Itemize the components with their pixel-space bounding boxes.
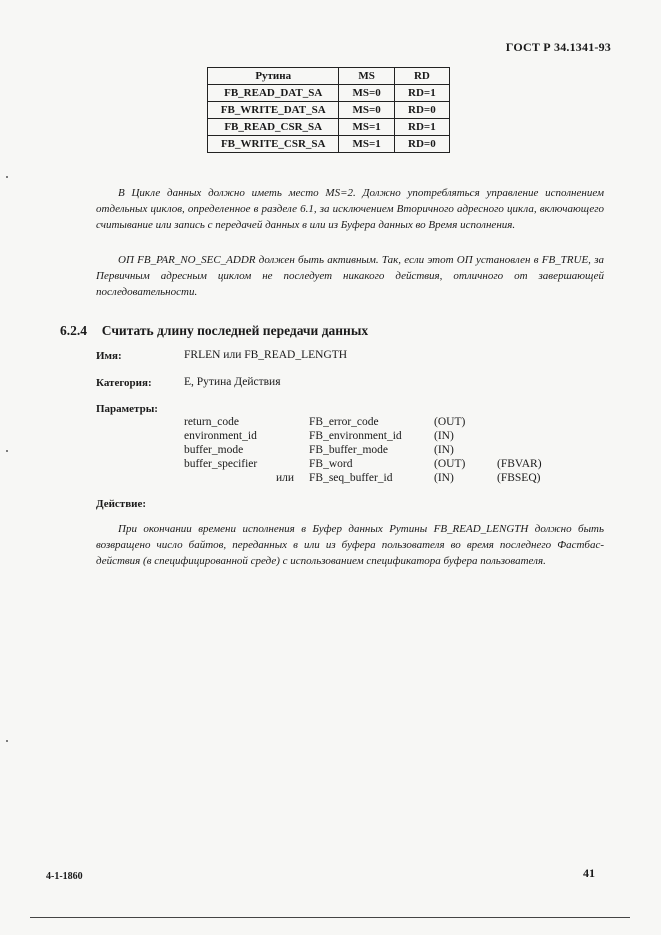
param-type: FB_word [309, 458, 353, 470]
param-or: или [276, 472, 295, 484]
table-cell: RD=1 [394, 119, 449, 136]
footer-code: 4-1-1860 [46, 871, 83, 882]
table-header-cell: RD [394, 68, 449, 85]
table-cell: FB_READ_CSR_SA [208, 119, 339, 136]
scan-speck [6, 176, 8, 178]
table-header-cell: Рутина [208, 68, 339, 85]
param-direction: (IN) [434, 430, 454, 442]
table-header-cell: MS [339, 68, 394, 85]
param-name: buffer_specifier [184, 458, 258, 470]
action-label: Действие: [96, 498, 147, 510]
table-cell: MS=0 [339, 85, 394, 102]
name-value: FRLEN или FB_READ_LENGTH [184, 349, 348, 361]
name-label: Имя: [96, 350, 122, 362]
table-row [208, 102, 450, 119]
table-header-row [208, 68, 450, 85]
params-label: Параметры: [96, 403, 158, 415]
table-row [208, 85, 450, 102]
param-extra: (FBVAR) [497, 458, 542, 470]
param-type: FB_seq_buffer_id [309, 472, 393, 484]
param-type: FB_buffer_mode [309, 444, 389, 456]
table-cell: FB_WRITE_DAT_SA [208, 102, 339, 119]
table-cell: RD=0 [394, 136, 449, 153]
section-heading [60, 323, 368, 339]
section-number: 6.2.4 [60, 323, 87, 338]
param-type: FB_error_code [309, 416, 379, 428]
param-name: buffer_mode [184, 444, 244, 456]
routine-table [207, 67, 450, 153]
param-direction: (OUT) [434, 416, 466, 428]
page-number: 41 [583, 866, 595, 880]
scan-speck [6, 740, 8, 742]
category-value: Е, Рутина Действия [184, 376, 281, 388]
table-cell: FB_READ_DAT_SA [208, 85, 339, 102]
section-title: Считать длину последней передачи данных [101, 323, 369, 338]
param-direction: (OUT) [434, 458, 466, 470]
param-direction: (IN) [434, 444, 454, 456]
document-header: ГОСТ Р 34.1341-93 [505, 40, 611, 54]
table-cell: FB_WRITE_CSR_SA [208, 136, 339, 153]
action-text: При окончании времени исполнения в Буфер данных Рутины FB_READ_LENGTH должно быть возвращено число байтов, переданных в или из буфера пользователя во время последнего Фастбас-действия (в специфицированной среде) с использованием спецификатора буфера пользователя. [96, 523, 604, 567]
param-name: return_code [184, 416, 239, 428]
table-cell: MS=0 [339, 102, 394, 119]
param-type: FB_environment_id [309, 430, 402, 442]
table-cell: RD=1 [394, 85, 449, 102]
table-cell: RD=0 [394, 102, 449, 119]
bottom-rule [30, 917, 630, 918]
table-row [208, 119, 450, 136]
table-cell: MS=1 [339, 119, 394, 136]
paragraph-data-cycle: В Цикле данных должно иметь место MS=2. Должно употребляться управление исполнением отдельных циклов, определенное в разделе 6.1, за исключением Вторичного адресного цикла, включающего считывание или запись с передачей данных в или из Буфера данных во Время исполнения. [96, 187, 604, 231]
param-name: environment_id [184, 430, 257, 442]
table-row [208, 136, 450, 153]
param-direction: (IN) [434, 472, 454, 484]
category-label: Категория: [96, 377, 152, 389]
param-extra: (FBSEQ) [497, 472, 541, 484]
scan-speck [6, 450, 8, 452]
table-cell: MS=1 [339, 136, 394, 153]
paragraph-sec-addr: ОП FB_PAR_NO_SEC_ADDR должен быть активным. Так, если этот ОП установлен в FB_TRUE, за Первичным адресным циклом не последует никакого действия, отличного от завершающей последовательности. [96, 254, 604, 298]
